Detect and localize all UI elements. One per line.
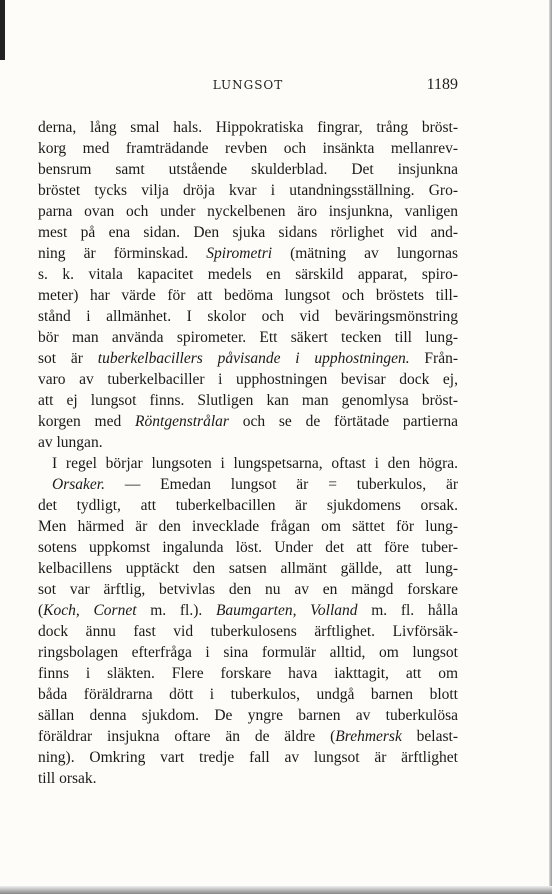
text-segment: av lungan.: [38, 434, 103, 451]
text-line: [38, 705, 458, 726]
text-segment: bröstet tycks vilja dröja kvar i utandningsställning. Gro-: [38, 182, 458, 199]
text-segment: ning). Omkring vart tredje fall av lungsot är ärftlighet: [38, 749, 458, 766]
text-segment: ringsbolagen efterfråga i sina formulär alltid, om lungsot: [38, 644, 458, 661]
italic-text: Orsaker.: [52, 476, 105, 493]
text-segment: Men härmed är den invecklade frågan om sättet för lung-: [38, 518, 458, 535]
text-line: [38, 474, 458, 495]
text-segment: sällan denna sjukdom. De yngre barnen av tuberkulösa: [38, 707, 458, 724]
text-line: [38, 390, 458, 411]
text-segment: föräldrar insjukna oftare än de äldre (: [38, 728, 336, 745]
italic-text: tuberkelbacillers påvisande i upphostningen.: [97, 350, 410, 367]
text-segment: derna, lång smal hals. Hippokratiska fingrar, trång bröst-: [38, 119, 458, 136]
text-line: [38, 138, 458, 159]
text-segment: m. fl. hålla: [357, 602, 458, 619]
text-segment: (mätning av lungornas: [272, 245, 458, 262]
text-segment: dock ännu fast vid tuberkulosens ärftlighet. Livförsäk-: [38, 623, 458, 640]
text-line: [38, 201, 458, 222]
italic-text: Brehmersk: [335, 728, 402, 745]
text-line: [38, 558, 458, 579]
text-line: [38, 411, 458, 432]
text-segment: sotens uppkomst ingalunda löst. Under det att före tuber-: [38, 539, 458, 556]
text-line: [38, 600, 458, 621]
running-head: [38, 78, 458, 98]
italic-text: Spirometri: [206, 245, 273, 262]
text-line: [38, 726, 458, 747]
text-segment: (: [38, 602, 44, 619]
text-segment: att ej lungsot finns. Slutligen kan man genomlysa bröst-: [38, 392, 458, 409]
text-segment: — Emedan lungsot är = tuberkulos, är: [104, 476, 458, 493]
text-segment: I regel börjar lungsoten i lungspetsarna, oftast i den högra.: [52, 455, 458, 472]
text-segment: båda föräldrarna dött i tuberkulos, undgå barnen blott: [38, 686, 458, 703]
text-line: [38, 369, 458, 390]
text-line: [38, 642, 458, 663]
text-segment: parna ovan och under nyckelbenen äro insjunkna, vanligen: [38, 203, 458, 220]
text-segment: m. fl.).: [136, 602, 216, 619]
text-segment: korg med framträdande revben och insänkta mellanrev-: [38, 140, 458, 157]
text-line: [38, 180, 458, 201]
text-line: [38, 264, 458, 285]
text-line: [38, 516, 458, 537]
text-line: [38, 663, 458, 684]
text-line: [38, 537, 458, 558]
text-segment: s. k. vitala kapacitet medels en särskild apparat, spiro-: [38, 266, 458, 283]
text-segment: varo av tuberkelbaciller i upphostningen bevisar dock ej,: [38, 371, 458, 388]
text-segment: finns i släkten. Flere forskare hava iakttagit, att om: [38, 665, 458, 682]
text-line: [38, 348, 458, 369]
text-segment: belast-: [401, 728, 458, 745]
text-segment: mest på ena sidan. Den sjuka sidans rörlighet vid and-: [38, 224, 458, 241]
text-line: [38, 621, 458, 642]
text-line: [38, 159, 458, 180]
text-line: [38, 327, 458, 348]
text-segment: korgen med: [38, 413, 136, 430]
italic-text: Röntgenstrålar: [135, 413, 229, 430]
text-segment: till orsak.: [38, 770, 97, 787]
page-number: 1189: [426, 76, 458, 93]
text-line: [38, 453, 458, 474]
running-title: LUNGSOT: [212, 78, 284, 92]
text-segment: bör man använda spirometer. Ett säkert tecken till lung-: [38, 329, 458, 346]
text-line: [38, 243, 458, 264]
text-segment: sot var ärftlig, betvivlas den nu av en mängd forskare: [38, 581, 458, 598]
text-segment: det tydligt, att tuberkelbacillen är sjukdomens orsak.: [38, 497, 458, 514]
italic-text: Koch, Cornet: [43, 602, 137, 619]
text-line: [38, 117, 458, 138]
text-line: [38, 285, 458, 306]
text-segment: ning är förminskad.: [38, 245, 207, 262]
text-line: [38, 495, 458, 516]
text-segment: stånd i allmänhet. I skolor och vid beväringsmönstring: [38, 308, 458, 325]
text-segment: sot är: [38, 350, 98, 367]
text-line: [38, 432, 458, 453]
text-line: [38, 579, 458, 600]
text-segment: och se de förtätade partierna: [228, 413, 458, 430]
text-line: [38, 684, 458, 705]
text-line: [38, 768, 458, 789]
text-line: [38, 222, 458, 243]
page-edge-bottom: [0, 886, 552, 894]
text-segment: bensrum samt utstående skulderblad. Det insjunkna: [38, 161, 458, 178]
text-segment: Från-: [409, 350, 458, 367]
text-segment: kelbacillens upptäckt den satsen allmänt gällde, att lung-: [38, 560, 458, 577]
italic-text: Baumgarten, Volland: [215, 602, 358, 619]
binding-shadow: [0, 0, 5, 60]
body-text: [38, 117, 458, 789]
text-segment: meter) har värde för att bedöma lungsot och bröstets till-: [38, 287, 458, 304]
text-line: [38, 747, 458, 768]
text-line: [38, 306, 458, 327]
